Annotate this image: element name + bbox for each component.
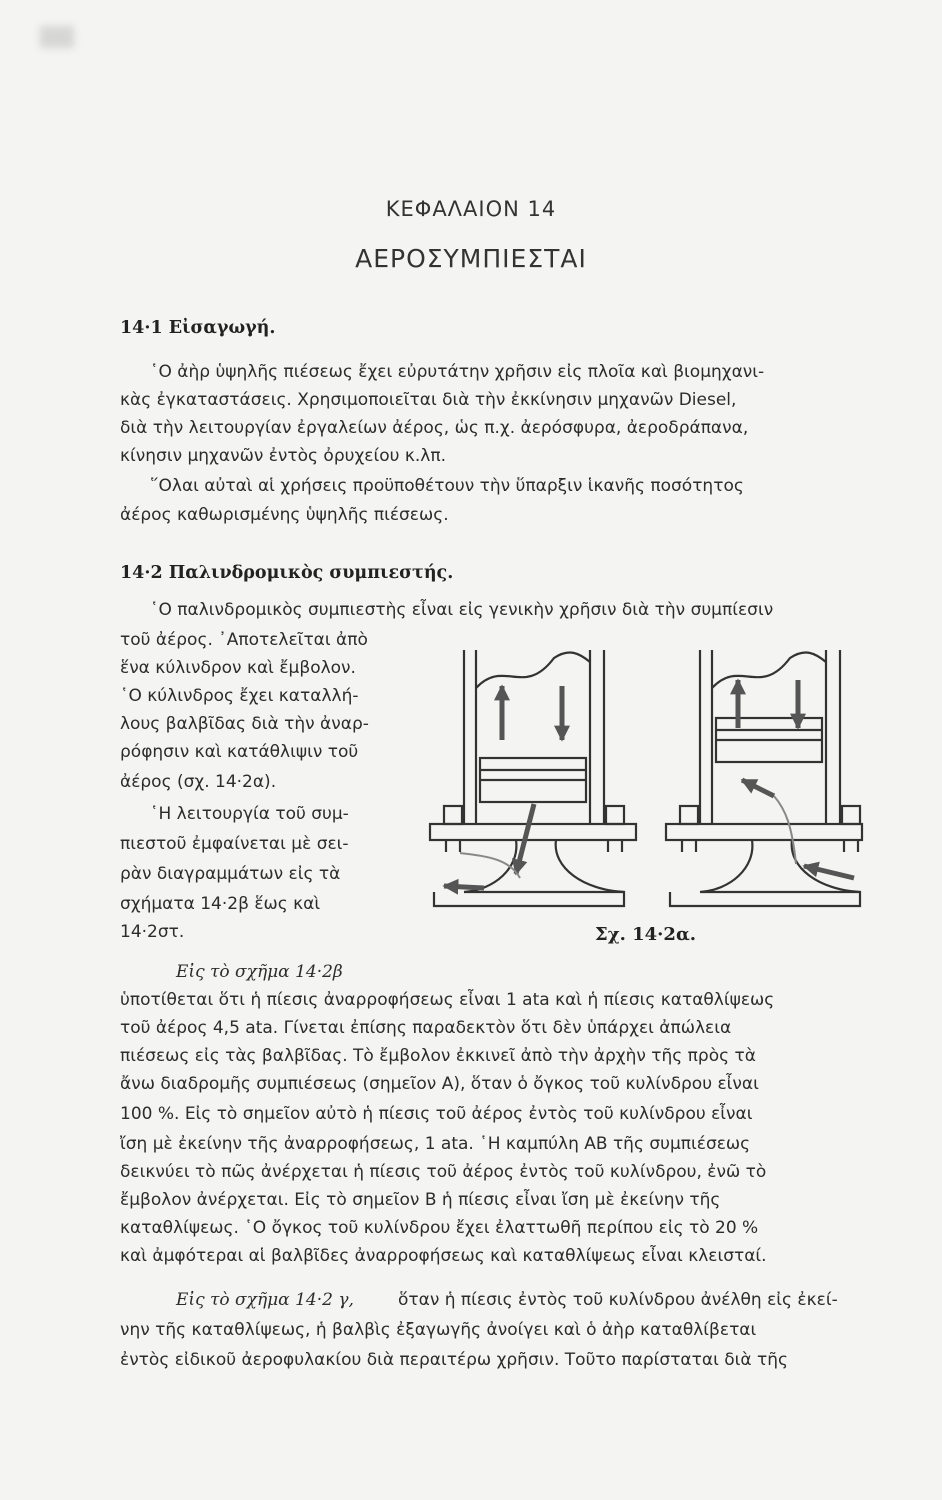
page-corner-mark <box>40 26 74 48</box>
text-line: καταθλίψεως. ῾Ο ὄγκος τοῦ κυλίνδρου ἔχει ἐλαττωθῆ περίπου εἰς τὸ 20 % <box>120 1218 759 1238</box>
text-line: τοῦ ἀέρος 4,5 ata. Γίνεται ἐπίσης παραδεκτὸν ὅτι δὲν ὑπάρχει ἀπώλεια <box>120 1018 732 1038</box>
text-line: τοῦ ἀέρος. ᾿Αποτελεῖται ἀπὸ <box>120 630 368 650</box>
text-line: ρὰν διαγραμμάτων εἰς τὰ <box>120 864 341 884</box>
text-line: 100 %. Εἰς τὸ σημεῖον αὐτὸ ἡ πίεσις τοῦ ἀέρος ἐντὸς τοῦ κυλίνδρου εἶναι <box>120 1104 753 1124</box>
text-line: κὰς ἐγκαταστάσεις. Χρησιμοποιεῖται διὰ τὴν ἐκκίνησιν μηχανῶν Diesel, <box>120 390 737 410</box>
text-line: διὰ τὴν λειτουργίαν ἐργαλείων ἀέρος, ὡς π.χ. ἀερόσφυρα, ἀεροδράπανα, <box>120 418 749 438</box>
text-line: ἀέρος (σχ. 14·2α). <box>120 772 277 792</box>
text-line: ῾Η λειτουργία τοῦ συμ- <box>150 804 349 824</box>
text-line: δεικνύει τὸ πῶς ἀνέρχεται ἡ πίεσις τοῦ ἀέρος ἐντὸς τοῦ κυλίνδρου, ἐνῶ τὸ <box>120 1162 767 1182</box>
text-line: ρόφησιν καὶ κατάθλιψιν τοῦ <box>120 742 359 762</box>
section-heading-reciprocating-compressor: 14·2 Παλινδρομικὸς συμπιεστής. <box>120 563 454 583</box>
text-line: λους βαλβῖδας διὰ τὴν ἀναρ- <box>120 714 369 734</box>
text-line: πιέσεως εἰς τὰς βαλβῖδας. Τὸ ἔμβολον ἐκκινεῖ ἀπὸ τὴν ἀρχὴν τῆς πρὸς τὰ <box>120 1046 756 1066</box>
text-line: ῾Ο κύλινδρος ἔχει καταλλή- <box>120 686 359 706</box>
chapter-label: ΚΕΦΑΛΑΙΟΝ 14 <box>385 197 557 221</box>
text-line: κίνησιν μηχανῶν ἐντὸς ὀρυχείου κ.λπ. <box>120 446 446 466</box>
text-line: ἔμβολον ἀνέρχεται. Εἰς τὸ σημεῖον Β ἡ πίεσις εἶναι ἴση μὲ ἐκείνην τῆς <box>120 1190 721 1210</box>
text-line: σχήματα 14·2β ἕως καὶ <box>120 894 321 914</box>
text-line: 14·2στ. <box>120 922 185 942</box>
compressor-figure <box>424 628 864 918</box>
text-line: ῾Ο ἀὴρ ὑψηλῆς πιέσεως ἔχει εὐρυτάτην χρῆσιν εἰς πλοῖα καὶ βιομηχανι- <box>150 362 765 382</box>
text-line: νην τῆς καταθλίψεως, ἡ βαλβὶς ἐξαγωγῆς ἀνοίγει καὶ ὁ ἀὴρ καταθλίβεται <box>120 1320 757 1340</box>
figure-reference: Εἰς τὸ σχῆμα 14·2β <box>176 962 343 982</box>
text-line: ἐντὸς εἰδικοῦ ἀεροφυλακίου διὰ περαιτέρω χρῆσιν. Τοῦτο παρίσταται διὰ τῆς <box>120 1350 788 1370</box>
arrows-right <box>738 680 854 878</box>
text-line: ἀέρος καθωρισμένης ὑψηλῆς πιέσεως. <box>120 505 449 525</box>
text-line: πιεστοῦ ἐμφαίνεται μὲ σει- <box>120 834 349 854</box>
text-line: ἄνω διαδρομῆς συμπιέσεως (σημεῖον Α), ὅταν ὁ ὄγκος τοῦ κυλίνδρου εἶναι <box>120 1074 759 1094</box>
section-heading-introduction: 14·1 Εἰσαγωγή. <box>120 318 276 338</box>
figure-caption: Σχ. 14·2α. <box>595 924 697 945</box>
text-line: καὶ ἀμφότεραι αἱ βαλβῖδες ἀναρροφήσεως καὶ καταθλίψεως εἶναι κλεισταί. <box>120 1246 767 1266</box>
cylinder-right <box>666 650 862 906</box>
text-line: ἴση μὲ ἐκείνην τῆς ἀναρροφήσεως, 1 ata. ῾Η καμπύλη ΑΒ τῆς συμπιέσεως <box>120 1134 751 1154</box>
figure-reference: Εἰς τὸ σχῆμα 14·2 γ, <box>176 1290 354 1310</box>
text-line: ὑποτίθεται ὅτι ἡ πίεσις ἀναρροφήσεως εἶναι 1 ata καὶ ἡ πίεσις καταθλίψεως <box>120 990 775 1010</box>
text-line: ἕνα κύλινδρον καὶ ἔμβολον. <box>120 658 356 678</box>
chapter-title: ΑΕΡΟΣΥΜΠΙΕΣΤΑΙ <box>355 244 587 273</box>
text-line: ῾Ο παλινδρομικὸς συμπιεστὴς εἶναι εἰς γενικὴν χρῆσιν διὰ τὴν συμπίεσιν <box>150 600 774 620</box>
cylinder-left <box>430 650 636 906</box>
text-line: ῞Ολαι αὐταὶ αἱ χρήσεις προϋποθέτουν τὴν ὕπαρξιν ἱκανῆς ποσότητος <box>150 476 744 496</box>
text-line: ὅταν ἡ πίεσις ἐντὸς τοῦ κυλίνδρου ἀνέλθη εἰς ἐκεί- <box>398 1290 838 1310</box>
